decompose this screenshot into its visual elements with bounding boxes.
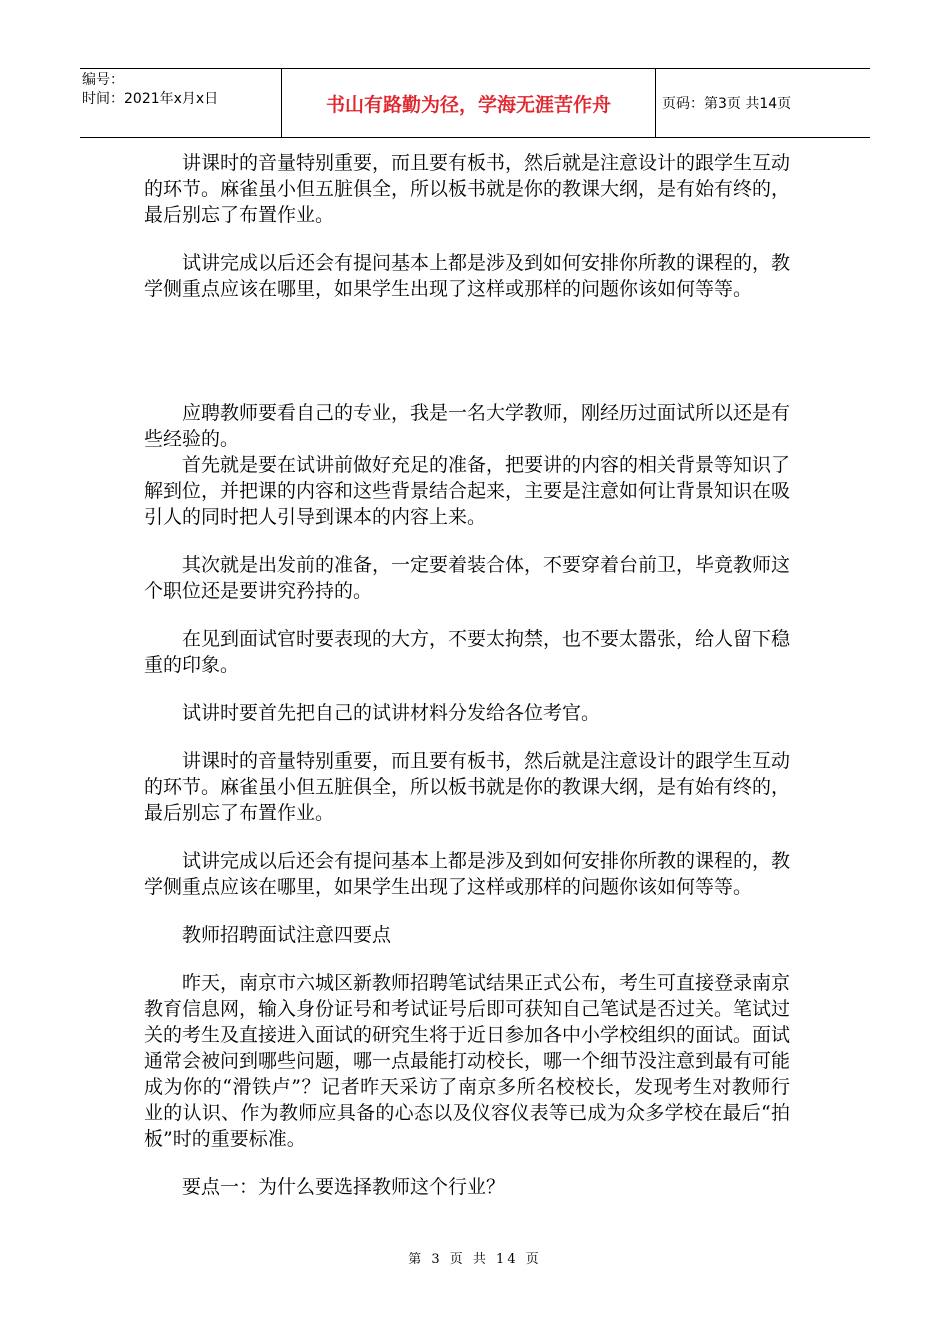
document-number: 编号：	[82, 72, 124, 88]
paragraph: 在见到面试官时要表现的大方，不要太拘禁，也不要太嚣张，给人留下稳重的印象。	[144, 628, 791, 676]
header-motto: 书山有路勤为径，学海无涯苦作舟	[282, 69, 656, 137]
header-page-info: 页码：第3页 共14页	[662, 96, 792, 112]
paragraph: 试讲完成以后还会有提问基本上都是涉及到如何安排你所教的课程的，教学侧重点应该在哪里，如果学生出现了这样或那样的问题你该如何等等。	[144, 850, 791, 898]
page-header	[80, 68, 870, 138]
paragraph: 试讲时要首先把自己的试讲材料分发给各位考官。	[182, 702, 601, 724]
paragraph: 其次就是出发前的准备，一定要着装合体，不要穿着台前卫，毕竟教师这个职位还是要讲究矜持的。	[144, 554, 791, 602]
document-body	[144, 150, 790, 1200]
page-footer: 第 3 页 共 14 页	[408, 1252, 542, 1267]
paragraph: 讲课时的音量特别重要，而且要有板书，然后就是注意设计的跟学生互动的环节。麻雀虽小但五脏俱全，所以板书就是你的教课大纲，是有始有终的，最后别忘了布置作业。	[144, 750, 791, 824]
paragraph: 讲课时的音量特别重要，而且要有板书，然后就是注意设计的跟学生互动的环节。麻雀虽小但五脏俱全，所以板书就是你的教课大纲，是有始有终的，最后别忘了布置作业。	[144, 152, 791, 226]
paragraph: 要点一：为什么要选择教师这个行业？	[182, 1176, 506, 1198]
document-date: 时间：2021年x月x日	[82, 91, 219, 107]
paragraph: 首先就是要在试讲前做好充足的准备，把要讲的内容的相关背景等知识了解到位，并把课的内容和这些背景结合起来，主要是注意如何让背景知识在吸引人的同时把人引导到课本的内容上来。	[144, 454, 791, 528]
section-heading: 教师招聘面试注意四要点	[182, 924, 392, 946]
paragraph: 昨天，南京市六城区新教师招聘笔试结果正式公布，考生可直接登录南京教育信息网，输入身份证号和考试证号后即可获知自己笔试是否过关。笔试过关的考生及直接进入面试的研究生将于近日参加各中小学校组织的面试。面试通常会被问到哪些问题，哪一点最能打动校长，哪一个细节没注意到最有可能成为你的“滑铁卢”？记者昨天采访了南京多所名校校长，发现考生对教师行业的认识、作为教师应具备的心态以及仪容仪表等已成为众多学校在最后“拍板”时的重要标准。	[144, 972, 791, 1150]
paragraph: 应聘教师要看自己的专业，我是一名大学教师，刚经历过面试所以还是有些经验的。	[144, 402, 791, 450]
paragraph: 试讲完成以后还会有提问基本上都是涉及到如何安排你所教的课程的，教学侧重点应该在哪里，如果学生出现了这样或那样的问题你该如何等等。	[144, 252, 791, 300]
header-meta	[80, 69, 282, 137]
